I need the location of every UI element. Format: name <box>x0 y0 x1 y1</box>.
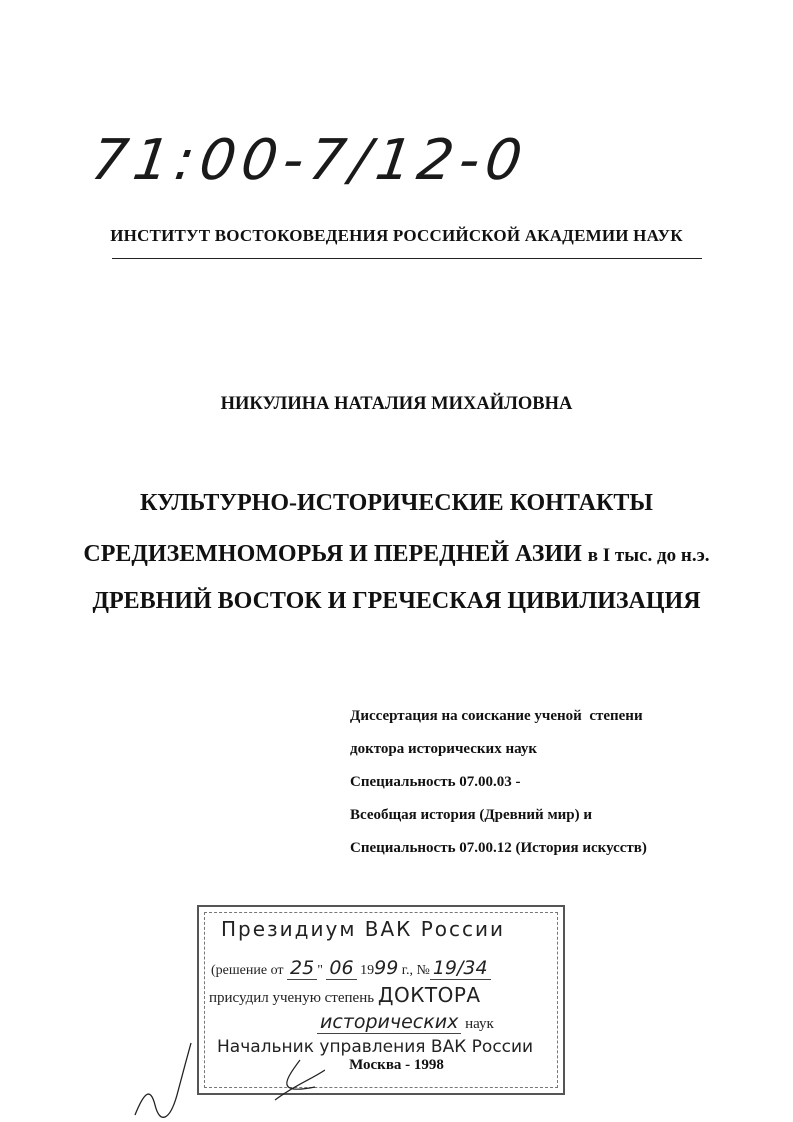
stamp-decision: (решение от 25 " 06 1999 г., № 19/34 <box>211 957 491 979</box>
dissertation-line-1: Диссертация на соискание ученой степени <box>350 708 643 724</box>
stamp-decision-month: 06 <box>326 957 356 980</box>
stamp-field <box>317 1011 494 1033</box>
stamp-head: Начальник управления ВАК России <box>217 1037 534 1057</box>
title-line-3: ДРЕВНИЙ ВОСТОК И ГРЕЧЕСКАЯ ЦИВИЛИЗАЦИЯ <box>92 588 701 614</box>
institute-name: ИНСТИТУТ ВОСТОКОВЕДЕНИЯ РОССИЙСКОЙ АКАДЕМИИ НАУК <box>110 226 683 245</box>
stamp-awarded-text: присудил ученую степень <box>209 990 375 1006</box>
stamp-decision-year-prefix: 19 <box>360 963 375 978</box>
author-name: НИКУЛИНА НАТАЛИЯ МИХАЙЛОВНА <box>220 394 573 414</box>
title-line-1: КУЛЬТУРНО-ИСТОРИЧЕСКИЕ КОНТАКТЫ <box>140 490 653 516</box>
stamp-field-suffix: наук <box>465 1016 494 1032</box>
dissertation-line-2: доктора исторических наук <box>350 741 537 757</box>
title-line-2-main: СРЕДИЗЕМНОМОРЬЯ И ПЕРЕДНЕЙ АЗИИ <box>83 541 582 567</box>
stamp-title: Президиум ВАК России <box>221 917 506 941</box>
stamp-awarded <box>209 983 481 1007</box>
city-year: Москва - 1998 <box>349 1057 444 1073</box>
stamp-decision-g: г., № <box>401 963 430 978</box>
stamp-decision-year-suffix: 99 <box>374 957 399 979</box>
stamp-decision-day: 25 <box>287 957 317 980</box>
stamp-degree: ДОКТОРА <box>377 983 481 1007</box>
dissertation-line-4: Всеобщая история (Древний мир) и <box>350 807 593 823</box>
dissertation-line-3: Специальность 07.00.03 - <box>350 774 521 790</box>
title-line-2 <box>0 541 793 568</box>
stamp-decision-number: 19/34 <box>430 957 491 980</box>
title-line-2-tail: в I тыс. до н.э. <box>587 545 710 566</box>
stamp-field-handwritten: исторических <box>317 1011 461 1034</box>
stamp-decision-prefix: (решение от <box>211 963 284 978</box>
dissertation-line-5: Специальность 07.00.12 (История искусств) <box>350 840 647 856</box>
archive-number-handwritten: 71:00-7/12-0 <box>87 128 532 193</box>
institute-divider <box>112 258 702 259</box>
